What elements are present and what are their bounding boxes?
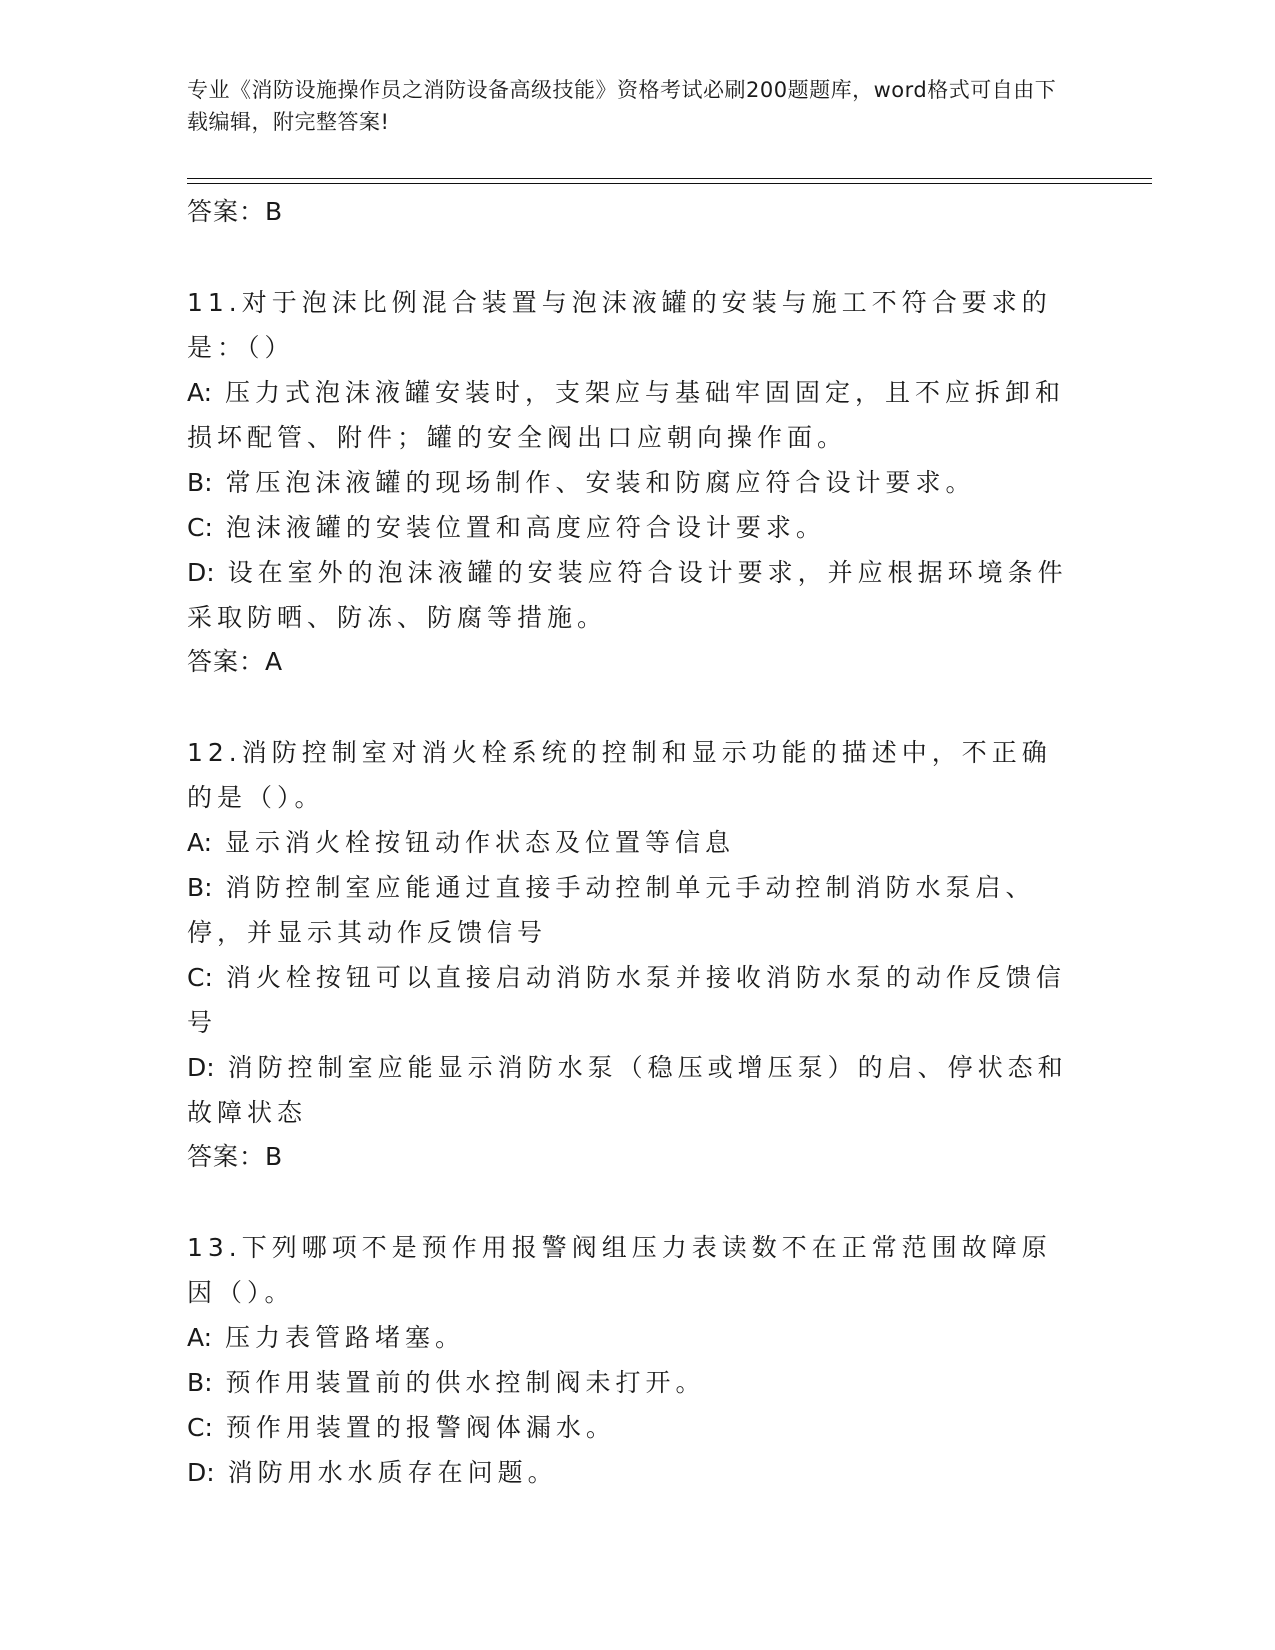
- question-stem: 12.消防控制室对消火栓系统的控制和显示功能的描述中，不正确的是（）。: [187, 738, 1052, 812]
- header-divider-bottom: [187, 183, 1152, 184]
- option-text: 常压泡沫液罐的现场制作、安装和防腐应符合设计要求。: [225, 468, 976, 497]
- option-b: [187, 460, 1077, 505]
- option-label: D:: [187, 1053, 215, 1082]
- question-13: [187, 1225, 1077, 1495]
- question-stem: 11.对于泡沫比例混合装置与泡沫液罐的安装与施工不符合要求的是：（）: [187, 288, 1052, 362]
- option-d: [187, 550, 1077, 640]
- option-label: C:: [187, 963, 213, 992]
- option-c: [187, 505, 1077, 550]
- option-label: D:: [187, 1458, 215, 1487]
- document-header: [187, 74, 1067, 138]
- option-label: D:: [187, 558, 215, 587]
- question-11: [187, 280, 1077, 684]
- option-a: [187, 1315, 1077, 1360]
- option-text: 消火栓按钮可以直接启动消防水泵并接收消防水泵的动作反馈信号: [187, 963, 1066, 1037]
- option-label: C:: [187, 1413, 213, 1442]
- option-text: 压力表管路堵塞。: [225, 1323, 466, 1352]
- option-b: [187, 1360, 1077, 1405]
- option-text: 预作用装置的报警阀体漏水。: [225, 1413, 616, 1442]
- option-label: B:: [187, 1368, 213, 1397]
- option-text: 消防控制室应能显示消防水泵（稳压或增压泵）的启、停状态和故障状态: [187, 1053, 1068, 1127]
- header-title: 专业《消防设施操作员之消防设备高级技能》资格考试必刷200题题库，word格式可自由下载编辑，附完整答案!: [187, 78, 1057, 134]
- option-b: [187, 865, 1077, 955]
- option-text: 设在室外的泡沫液罐的安装应符合设计要求，并应根据环境条件采取防晒、防冻、防腐等措施。: [187, 558, 1068, 632]
- option-label: A:: [187, 378, 213, 407]
- question-12: [187, 730, 1077, 1179]
- option-text: 消防控制室应能通过直接手动控制单元手动控制消防水泵启、停，并显示其动作反馈信号: [187, 873, 1036, 947]
- option-text: 显示消火栓按钮动作状态及位置等信息: [225, 828, 736, 857]
- answer-line: 答案：B: [187, 1142, 284, 1171]
- option-text: 预作用装置前的供水控制阀未打开。: [225, 1368, 706, 1397]
- answer-line: 答案：B: [187, 197, 284, 226]
- option-text: 泡沫液罐的安装位置和高度应符合设计要求。: [225, 513, 826, 542]
- option-label: C:: [187, 513, 213, 542]
- option-a: [187, 370, 1077, 460]
- option-label: B:: [187, 468, 213, 497]
- option-d: [187, 1450, 1077, 1495]
- option-label: A:: [187, 1323, 213, 1352]
- header-divider-top: [187, 178, 1152, 179]
- option-text: 消防用水水质存在问题。: [227, 1458, 558, 1487]
- option-label: A:: [187, 828, 213, 857]
- answer-line: 答案：A: [187, 647, 284, 676]
- option-d: [187, 1045, 1077, 1135]
- option-c: [187, 955, 1077, 1045]
- option-a: [187, 820, 1077, 865]
- question-stem: 13.下列哪项不是预作用报警阀组压力表读数不在正常范围故障原因（）。: [187, 1233, 1052, 1307]
- option-c: [187, 1405, 1077, 1450]
- option-text: 压力式泡沫液罐安装时，支架应与基础牢固固定，且不应拆卸和损坏配管、附件；罐的安全阀出口应朝向操作面。: [187, 378, 1066, 452]
- option-label: B:: [187, 873, 213, 902]
- document-body: [187, 190, 1077, 1495]
